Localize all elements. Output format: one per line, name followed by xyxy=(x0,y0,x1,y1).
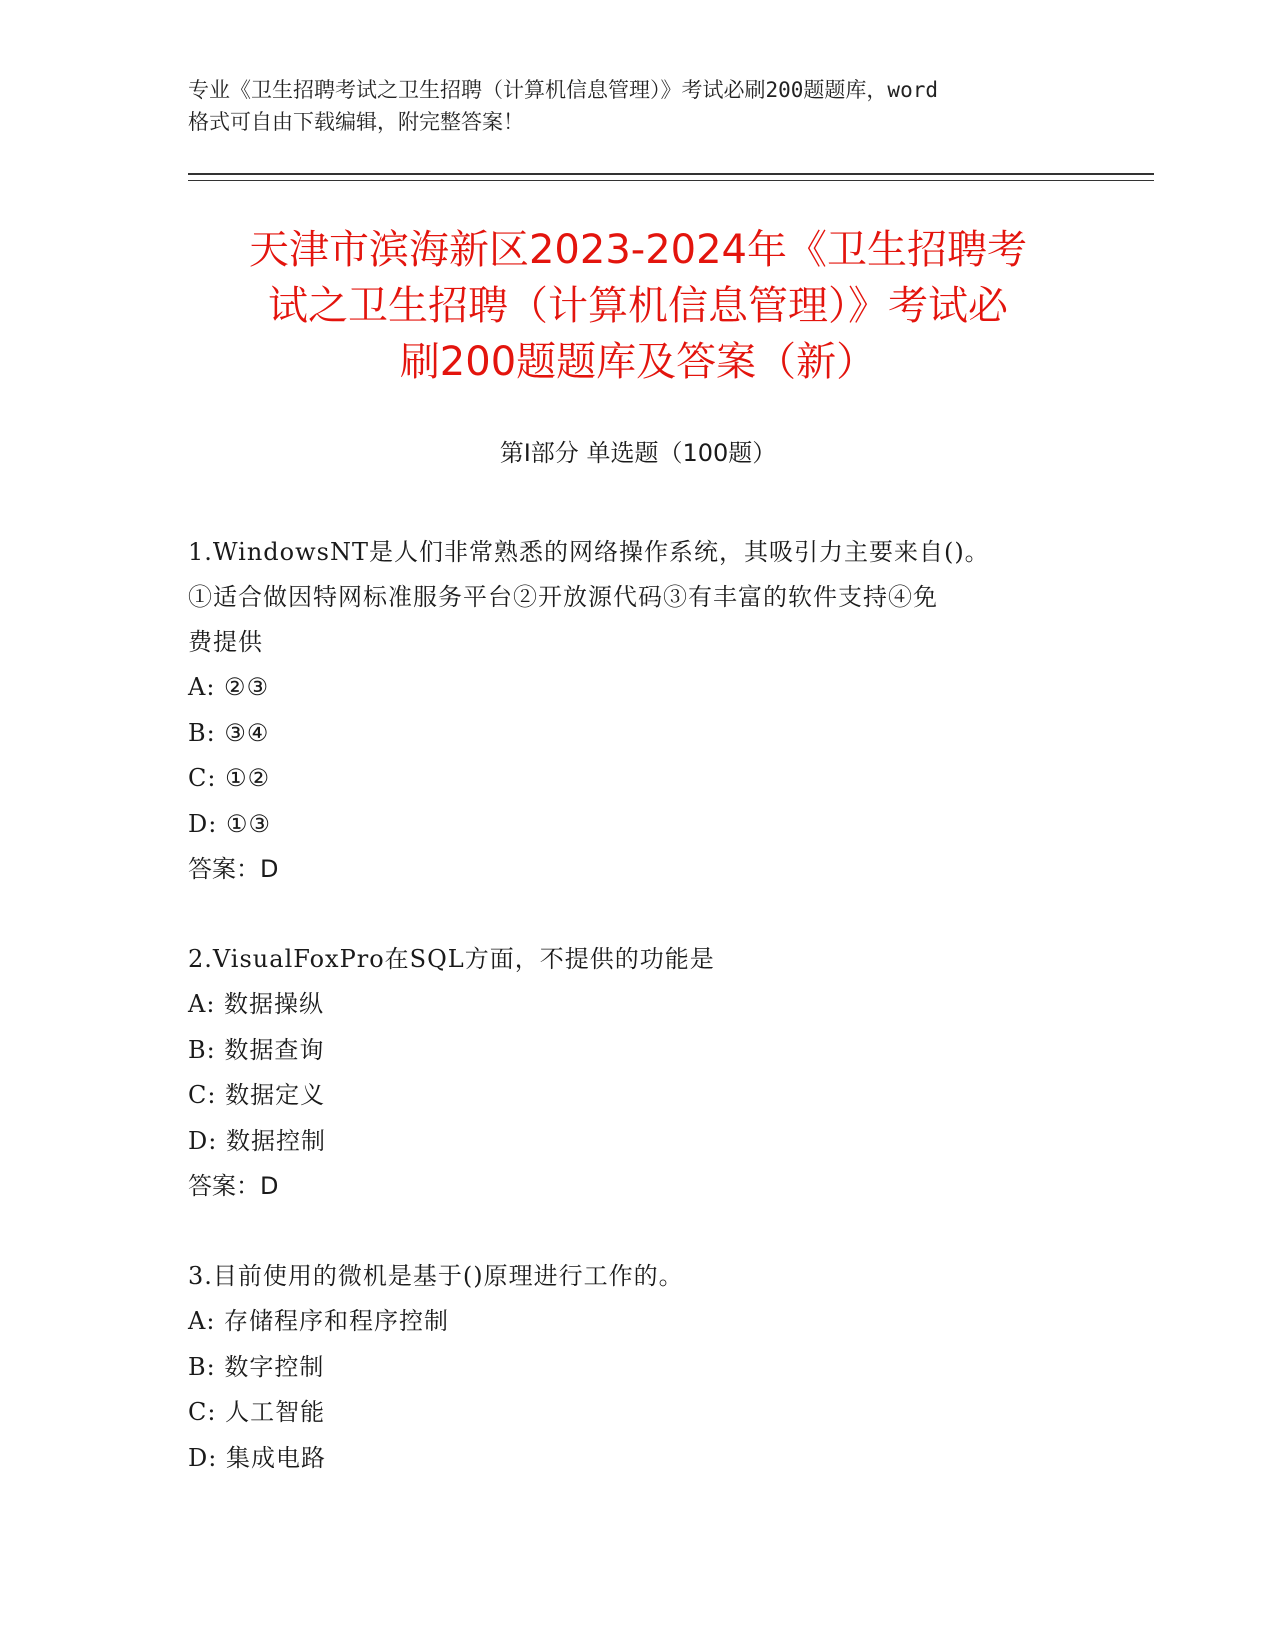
question-stem-line: 费提供 xyxy=(188,628,263,656)
question-stem-line: 2.VisualFoxPro在SQL方面，不提供的功能是 xyxy=(188,945,715,973)
header-note-line-1: 专业《卫生招聘考试之卫生招聘（计算机信息管理）》考试必刷200题题库，word xyxy=(188,78,938,102)
section-heading: 第Ⅰ部分 单选题（100题） xyxy=(499,439,777,467)
question-stem-line: ①适合做因特网标准服务平台②开放源代码③有丰富的软件支持④免 xyxy=(188,583,938,611)
option-b: B: 数字控制 xyxy=(188,1352,325,1381)
header-divider-thick xyxy=(188,173,1154,175)
option-c: C: ①② xyxy=(188,764,271,792)
question-stem-line: 1.WindowsNT是人们非常熟悉的网络操作系统，其吸引力主要来自()。 xyxy=(188,538,990,566)
answer-line: 答案：D xyxy=(188,855,279,883)
header-note-line-2: 格式可自由下载编辑，附完整答案！ xyxy=(188,110,524,134)
option-d: D: 数据控制 xyxy=(188,1126,326,1155)
answer-line: 答案：D xyxy=(188,1172,279,1200)
option-c: C: 数据定义 xyxy=(188,1081,326,1109)
option-b: B: 数据查询 xyxy=(188,1035,325,1064)
document-title-line-3: 刷200题题库及答案（新） xyxy=(399,339,877,385)
question-item xyxy=(188,1254,1088,1481)
document-title-line-2: 试之卫生招聘（计算机信息管理）》考试必 xyxy=(268,283,1008,329)
header-note xyxy=(188,74,1088,138)
question-item xyxy=(188,530,1088,892)
option-d: D: ①③ xyxy=(188,809,271,838)
header-divider-thin xyxy=(188,180,1154,181)
option-c: C: 人工智能 xyxy=(188,1398,326,1426)
document-title-line-1: 天津市滨海新区2023-2024年《卫生招聘考 xyxy=(248,227,1028,273)
option-b: B: ③④ xyxy=(188,718,270,747)
document-title xyxy=(188,222,1088,390)
question-stem-line: 3.目前使用的微机是基于()原理进行工作的。 xyxy=(188,1262,684,1290)
option-d: D: 集成电路 xyxy=(188,1443,326,1472)
question-item xyxy=(188,937,1088,1209)
question-list xyxy=(188,530,1088,1526)
option-a: A: 存储程序和程序控制 xyxy=(188,1307,450,1335)
option-a: A: ②③ xyxy=(188,673,270,701)
option-a: A: 数据操纵 xyxy=(188,990,325,1018)
